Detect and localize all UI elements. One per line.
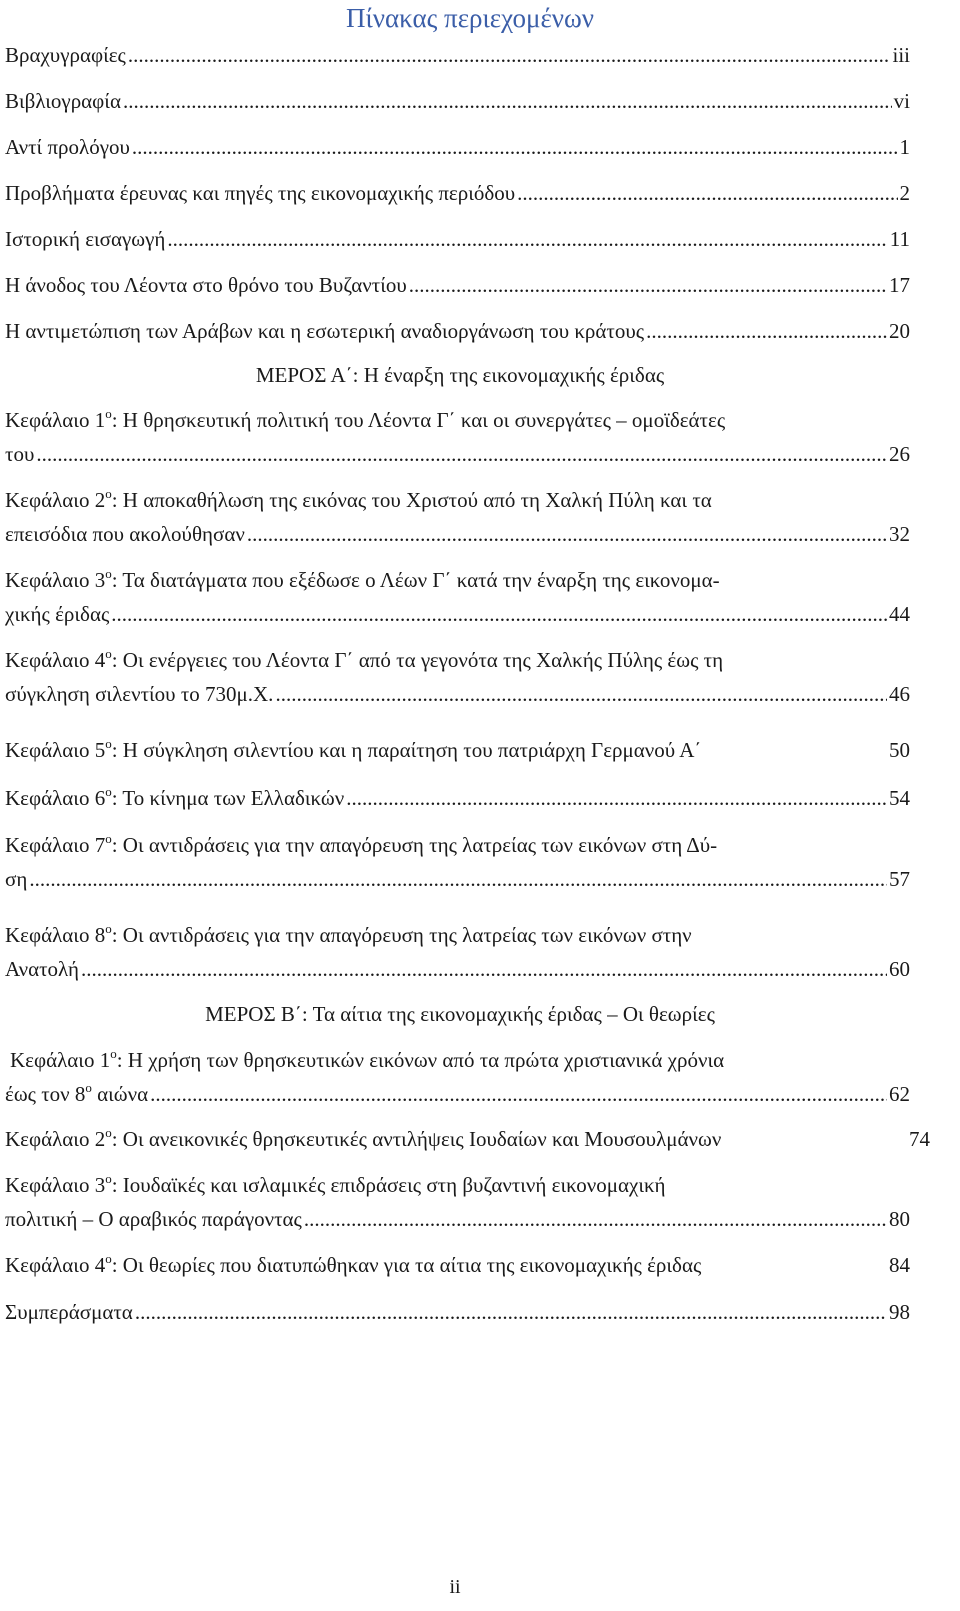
entry-page: 62 [889, 1082, 910, 1106]
ordinal-sup: ο [105, 486, 112, 501]
chapter-title: : Οι θεωρίες που διατυπώθηκαν για τα αίτια της εικονομαχικής έριδας [111, 1253, 702, 1277]
chapter-title-cont: του [5, 442, 35, 466]
ordinal-sup: ο [110, 1046, 117, 1061]
chapter-label: Κεφάλαιο 3 [5, 568, 106, 592]
chapter-title: : Ιουδαϊκές και ισλαμικές επιδράσεις στη βυζαντινή εικονομαχική [111, 1173, 666, 1197]
ordinal-sup: ο [105, 566, 112, 581]
chapter-title-cont: έως τον 8 [5, 1082, 86, 1106]
chapter-title: : Η σύγκληση σιλεντίου και η παραίτηση του πατριάρχη Γερμανού Α΄ [111, 738, 702, 762]
chapter-title-cont: πολιτική – Ο αραβικός παράγοντας [5, 1207, 302, 1231]
entry-page: 80 [889, 1207, 910, 1231]
toc-entry[interactable] [5, 403, 910, 471]
toc-entry[interactable] [5, 1168, 910, 1236]
entry-page: 46 [889, 682, 910, 706]
entry-title: Προβλήματα έρευνας και πηγές της εικονομαχικής περιόδου [5, 181, 516, 205]
ordinal-sup: ο [105, 406, 112, 421]
chapter-title: : Η θρησκευτική πολιτική του Λέοντα Γ΄ και οι συνεργάτες – ομοϊδεάτες [111, 408, 726, 432]
entry-title: Η αντιμετώπιση των Αράβων και η εσωτερική αναδιοργάνωση του κράτους [5, 319, 645, 343]
ordinal-sup: ο [105, 1251, 112, 1266]
toc-entry[interactable] [5, 1295, 910, 1329]
toc-entry[interactable] [5, 918, 910, 986]
entry-title: Ιστορική εισαγωγή [5, 227, 166, 251]
toc-entry[interactable] [5, 1043, 910, 1111]
entry-page: 54 [889, 786, 910, 810]
ordinal-sup: ο [105, 736, 112, 751]
chapter-title-cont: επεισόδια που ακολούθησαν [5, 522, 245, 546]
chapter-title-cont: Ανατολή [5, 957, 80, 981]
chapter-label: Κεφάλαιο 4 [5, 648, 106, 672]
entry-title: Βραχυγραφίες [5, 43, 126, 67]
toc-entry[interactable] [5, 222, 910, 256]
toc-entry[interactable] [5, 1122, 930, 1156]
toc-entry[interactable] [5, 84, 910, 118]
entry-page: 20 [889, 319, 910, 343]
chapter-label: Κεφάλαιο 6 [5, 786, 106, 810]
toc-title: Πίνακας περιεχομένων [345, 3, 594, 33]
chapter-label: Κεφάλαιο 4 [5, 1253, 106, 1277]
ordinal-sup: ο [85, 1080, 92, 1095]
chapter-title-cont: αιώνα [91, 1082, 149, 1106]
chapter-title: : Οι αντιδράσεις για την απαγόρευση της λατρείας των εικόνων στη Δύ- [111, 833, 718, 857]
entry-page: 57 [889, 867, 910, 891]
entry-page: 74 [909, 1127, 930, 1151]
toc-entry[interactable] [5, 38, 910, 72]
entry-page: 1 [899, 135, 910, 159]
part-a-heading: ΜΕΡΟΣ Α΄: Η έναρξη της εικονομαχικής έριδας [255, 363, 665, 387]
toc-entry[interactable] [5, 733, 910, 767]
chapter-title: : Η χρήση των θρησκευτικών εικόνων από τα πρώτα χριστιανικά χρόνια [116, 1048, 725, 1072]
toc-entry[interactable] [5, 314, 910, 348]
chapter-label: Κεφάλαιο 8 [5, 923, 106, 947]
toc-entry[interactable] [5, 643, 910, 711]
entry-page: 17 [889, 273, 910, 297]
chapter-title: : Τα διατάγματα που εξέδωσε ο Λέων Γ΄ κατά την έναρξη της εικονομα- [111, 568, 720, 592]
toc-entry[interactable] [5, 781, 910, 815]
entry-page: 98 [889, 1300, 910, 1324]
chapter-label: Κεφάλαιο 3 [5, 1173, 106, 1197]
page-number: ii [449, 1576, 461, 1598]
entry-page: 26 [889, 442, 910, 466]
toc-entry[interactable] [5, 483, 910, 551]
chapter-title: : Η αποκαθήλωση της εικόνας του Χριστού από τη Χαλκή Πύλη και τα [111, 488, 712, 512]
entry-page: 50 [889, 738, 910, 762]
toc-entry[interactable] [5, 176, 910, 210]
ordinal-sup: ο [105, 921, 112, 936]
toc-entry[interactable] [5, 828, 910, 896]
entry-page: 84 [889, 1253, 910, 1277]
chapter-title-cont: ση [5, 867, 28, 891]
chapter-title-cont: σύγκληση σιλεντίου το 730μ.Χ. [5, 682, 274, 706]
chapter-label: Κεφάλαιο 2 [5, 488, 106, 512]
ordinal-sup: ο [105, 784, 112, 799]
chapter-label: Κεφάλαιο 1 [10, 1048, 111, 1072]
entry-page: 60 [889, 957, 910, 981]
ordinal-sup: ο [105, 1171, 112, 1186]
ordinal-sup: ο [105, 646, 112, 661]
entry-title: Αντί προλόγου [5, 135, 130, 159]
chapter-title: : Οι αντιδράσεις για την απαγόρευση της λατρείας των εικόνων στην [111, 923, 692, 947]
chapter-label: Κεφάλαιο 7 [5, 833, 106, 857]
entry-page: 44 [889, 602, 910, 626]
ordinal-sup: ο [105, 831, 112, 846]
entry-page: vi [893, 89, 910, 113]
chapter-title: : Το κίνημα των Ελλαδικών [111, 786, 345, 810]
entry-title: Η άνοδος του Λέοντα στο θρόνο του Βυζαντίου [5, 273, 407, 297]
chapter-label: Κεφάλαιο 2 [5, 1127, 106, 1151]
entry-title: Συμπεράσματα [5, 1300, 133, 1324]
entry-page: 32 [889, 522, 910, 546]
entry-page: 2 [899, 181, 910, 205]
chapter-title-cont: χικής έριδας [5, 602, 110, 626]
ordinal-sup: ο [105, 1125, 112, 1140]
chapter-title: : Οι ανεικονικές θρησκευτικές αντιλήψεις Ιουδαίων και Μουσουλμάνων [111, 1127, 722, 1151]
toc-entry[interactable] [5, 563, 910, 631]
entry-page: 11 [889, 227, 910, 251]
chapter-label: Κεφάλαιο 1 [5, 408, 106, 432]
toc-entry[interactable] [5, 1248, 910, 1282]
entry-title: Βιβλιογραφία [5, 89, 121, 113]
toc-entry[interactable] [5, 130, 910, 164]
toc-entry[interactable] [5, 268, 910, 302]
chapter-title: : Οι ενέργειες του Λέοντα Γ΄ από τα γεγονότα της Χαλκής Πύλης έως τη [111, 648, 724, 672]
part-b-heading: ΜΕΡΟΣ Β΄: Τα αίτια της εικονομαχικής έριδας – Οι θεωρίες [205, 1002, 715, 1026]
chapter-label: Κεφάλαιο 5 [5, 738, 106, 762]
entry-page: iii [892, 43, 910, 67]
